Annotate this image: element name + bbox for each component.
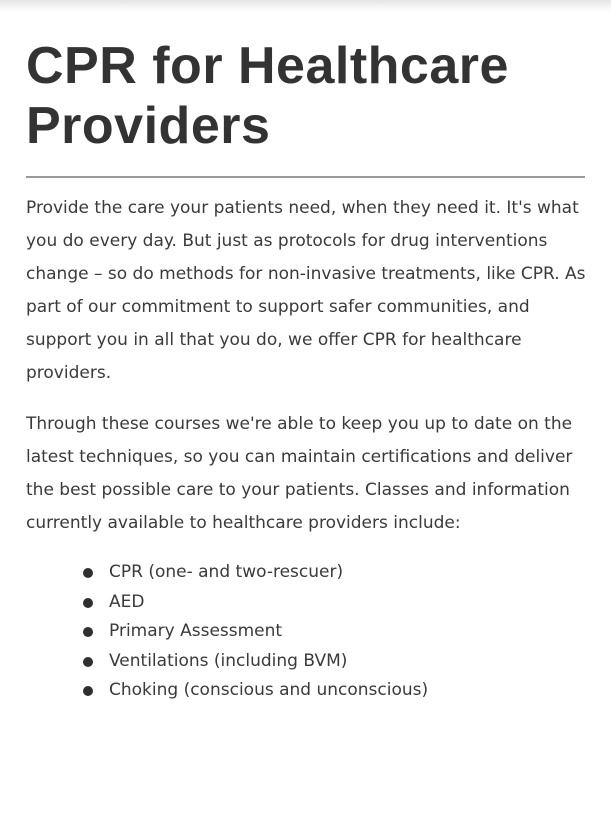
list-item-label: AED bbox=[109, 591, 145, 612]
list-item-label: Choking (conscious and unconscious) bbox=[109, 680, 429, 700]
list-item bbox=[82, 588, 586, 618]
list-item-label: Primary Assessment bbox=[109, 621, 283, 641]
intro-paragraph: Provide the care your patients need, when they need it. It's what you do every day. But just as protocols for drug interventions change – so do methods for non-invasive treatments, like CPR. As part of our commitment to support safer communities, and support you in all that you do, we offer CPR for healthcare providers. bbox=[26, 198, 586, 383]
bullet-icon bbox=[83, 657, 93, 667]
course-list bbox=[82, 558, 586, 706]
list-item bbox=[82, 647, 586, 677]
courses-paragraph: Through these courses we're able to keep you up to date on the latest techniques, so you can maintain certifications and deliver the best possible care to your patients. Classes and information currently available to healthcare providers include: bbox=[26, 414, 573, 533]
list-item bbox=[82, 676, 586, 706]
bullet-icon bbox=[83, 686, 93, 696]
header-shadow bbox=[0, 0, 611, 12]
list-item bbox=[82, 558, 586, 588]
article-content bbox=[26, 36, 586, 706]
bullet-icon bbox=[83, 568, 93, 578]
bullet-icon bbox=[83, 598, 93, 608]
list-item-label: CPR (one- and two-rescuer) bbox=[109, 562, 344, 582]
title-divider bbox=[26, 176, 585, 178]
list-item-label: Ventilations (including BVM) bbox=[109, 650, 348, 671]
page-title: CPR for Healthcare Providers bbox=[26, 37, 509, 155]
bullet-icon bbox=[83, 627, 93, 637]
list-item bbox=[82, 617, 586, 647]
